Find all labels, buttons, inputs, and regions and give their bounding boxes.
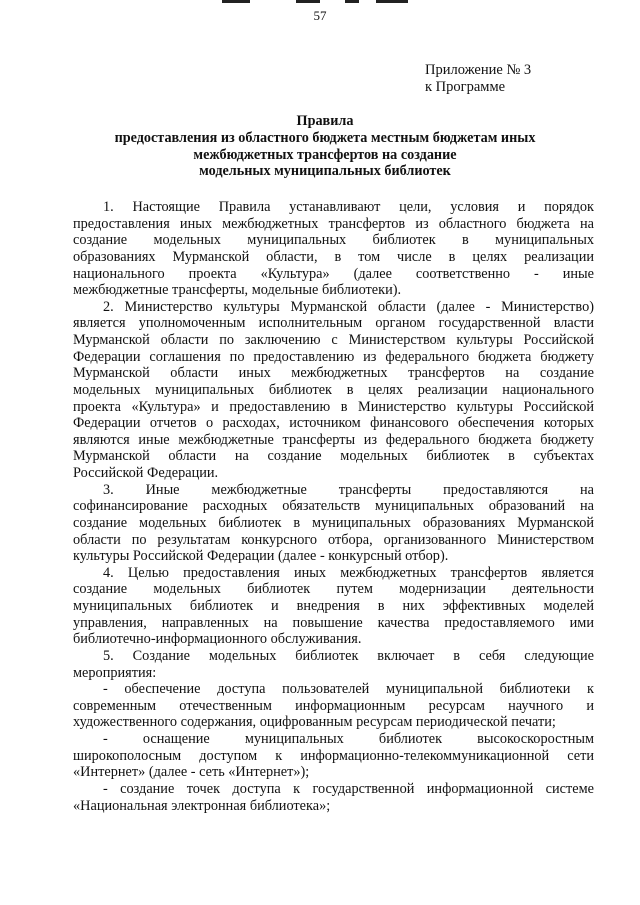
- paragraph: [73, 681, 594, 731]
- paragraph-line: мероприятия:: [73, 664, 157, 681]
- paragraph: [73, 299, 594, 482]
- appendix-line: Приложение № 3: [425, 62, 532, 78]
- title-line: межбюджетных трансфертов на создание: [193, 146, 457, 163]
- paragraph-line: современным отечественным информационным ресурсам научного и: [73, 697, 594, 714]
- paragraph-line: создание модельных библиотек в муниципальных образованиях Мурманской: [73, 514, 594, 531]
- scan-edge-marks: [0, 0, 640, 4]
- paragraph-line: софинансирование расходных обязательств муниципальных образований на: [73, 498, 594, 515]
- paragraph-line: Мурманской области иных межбюджетных трансфертов на создание: [73, 365, 594, 382]
- paragraph-line: является уполномоченным исполнительным органом государственной власти: [73, 315, 594, 332]
- paragraph-line: управления, направленных на повышение качества предоставляемого ими: [73, 614, 594, 631]
- paragraph: [73, 781, 594, 814]
- paragraph-line: 4. Целью предоставления иных межбюджетных трансфертов является: [103, 564, 594, 581]
- paragraph-line: Федерации отчетов о расходах, источником финансового обеспечения которых: [73, 415, 594, 432]
- paragraph: [73, 731, 594, 781]
- paragraph: [73, 565, 594, 648]
- paragraph-line: - обеспечение доступа пользователей муниципальной библиотеки к: [103, 681, 594, 698]
- paragraph-line: Федерации соглашения по предоставлению из федерального бюджета бюджету: [73, 348, 594, 365]
- paragraph-line: Мурманской области на создание модельных библиотек в субъектах: [73, 448, 594, 465]
- paragraph-line: - оснащение муниципальных библиотек высокоскоростным: [103, 731, 594, 747]
- paragraph-line: широкополосным доступом к информационно-телекоммуникационной сети: [73, 747, 594, 764]
- paragraph-line: «Национальная электронная библиотека»;: [73, 797, 331, 814]
- paragraph-line: предоставления иных межбюджетных трансфертов из областного бюджета на: [73, 215, 594, 232]
- paragraph-line: области по результатам конкурсного отбора, организованного Министерством: [73, 531, 594, 548]
- title-line: Правила: [296, 113, 354, 129]
- appendix-line: к Программе: [425, 79, 506, 95]
- paragraph-line: являются иные межбюджетные трансферты из федерального бюджета бюджету: [73, 431, 594, 448]
- paragraph-line: создание модельных библиотек путем модернизации деятельности: [73, 581, 594, 598]
- page-number: 57: [313, 8, 327, 23]
- paragraph-line: Российской Федерации.: [73, 465, 219, 481]
- appendix-heading: [425, 62, 531, 96]
- paragraph-line: 1. Настоящие Правила устанавливают цели, условия и порядок: [103, 199, 594, 215]
- paragraph: [73, 199, 594, 299]
- paragraph-line: Мурманской области по заключению с Министерством культуры Российской: [73, 332, 594, 348]
- paragraph: [73, 648, 594, 681]
- paragraph-line: образованиях Мурманской области, в том числе в целях реализации: [73, 248, 594, 265]
- paragraph-line: «Интернет» (далее - сеть «Интернет»);: [73, 764, 310, 781]
- paragraph-line: создание модельных муниципальных библиотек в муниципальных: [73, 232, 594, 249]
- paragraph-line: библиотечно-информационного обслуживания.: [73, 631, 362, 648]
- paragraph-line: 3. Иные межбюджетные трансферты предоставляются на: [103, 481, 594, 498]
- paragraph-line: проекта «Культура» и предоставлению в Министерство культуры Российской: [73, 398, 594, 415]
- document-title: [60, 113, 590, 180]
- title-line: предоставления из областного бюджета местным бюджетам иных: [114, 129, 536, 146]
- paragraph-line: межбюджетные трансферты, модельные библиотеки).: [73, 282, 402, 299]
- paragraph-line: художественного содержания, оцифрованным ресурсам периодической печати;: [73, 714, 556, 731]
- paragraph-line: 5. Создание модельных библиотек включает в себя следующие: [103, 647, 594, 664]
- paragraph: [73, 482, 594, 565]
- paragraph-line: культуры Российской Федерации (далее - конкурсный отбор).: [73, 548, 449, 565]
- document-body: [73, 199, 594, 814]
- paragraph-line: модельных муниципальных библиотек в целях реализации национального: [73, 381, 594, 398]
- paragraph-line: 2. Министерство культуры Мурманской области (далее - Министерство): [103, 298, 594, 315]
- paragraph-line: муниципальных библиотек и внедрения в них эффективных моделей: [73, 598, 594, 614]
- paragraph-line: национального проекта «Культура» (далее соответственно - иные: [73, 265, 594, 282]
- paragraph-line: - создание точек доступа к государственной информационной системе: [103, 780, 594, 797]
- title-line: модельных муниципальных библиотек: [199, 163, 451, 180]
